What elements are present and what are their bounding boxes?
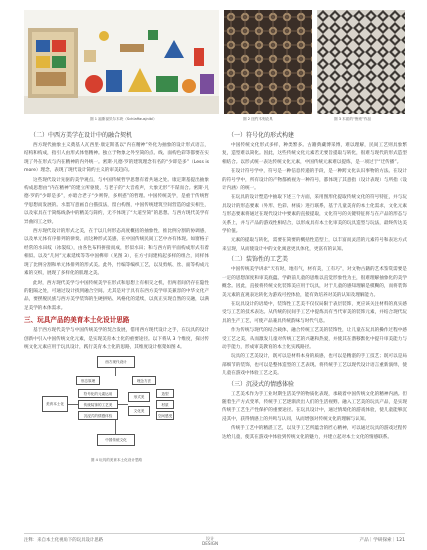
paragraph: 元素的提取与转化，需要在简要的概括性造型上，以丰富而灵活的元素符号和表达方式来呈现，从而使设计中的文化寓意更具体化，更富有的认知。 [222, 238, 407, 252]
paragraph: 基于西方现代美学与中国传统美学的契合发展，借用西方现代设计之手，在玩具的设计创新中引入中国传统文化元素，是实现美育本土化的重要途径。以下将从 3 个维度，探讨传统文化元素应用于玩具设计，践行美育本土化的思路，其维度设计框架如图 4。 [24, 328, 210, 350]
paragraph: 传统手工艺中的精湛工艺，以及手工艺所蕴含的匠心精神，可以通过玩具的游戏过程传达给儿童，使其在游戏中体验到传统文化的魅力，并建立起对本土文化的情感联系。 [222, 426, 407, 440]
paragraph: 工艺美术作为手工业时期生活美学的物质化表现，承载着中国传统文化的精神内涵。但随着生产方式变革，传统手工艺逐渐淡出人们的生活视野。融入工艺美的玩具产品，是实现传统手工艺生产性保护的重要途径。在玩具设计中，通过情境化的游戏体验，使儿童能够沉浸其中，获得情感上的共鸣与认同，从而增强对传统文化的理解与认知。 [222, 391, 407, 422]
journal-mark [202, 536, 218, 546]
diagram-craft-beauty: 传统装饰的工艺美 [78, 400, 118, 409]
figure-wood-carving [224, 10, 312, 114]
paragraph: 中国传统文化形式多样，种类繁多。古籍典藏博采博，难以理解，民间工艺则具象繁复，造型难以简化。因此，这些传统文化元素若无要旨提取与转化，很难与现代的形式造型相结合。以形式统一表达传统文化元素，中国传统元素难以提炼，是一项过于“迁传播”。 [222, 143, 407, 165]
page-footer [24, 533, 405, 545]
diagram-western-design: 西方现代设计 [97, 356, 135, 368]
paragraph: 西方现代抽象主义奠基人瓦西里·康定斯基以“内在精神”外化为抽象的设计形式语言，结构和构成，指引人由形式体悟精神。独立于物象之外至简的点、线、面构色彩等都要在实现了外在形式与内在精神的内外统一。密斯·凡德·罗的建筑理念有名的“少即是多”（Less is more）理念，表现了现代设计简约主义的审美趋向。 [24, 143, 209, 174]
diagram-shape: 造型 [156, 389, 174, 398]
section-heading: （二）中西方美学在设计中的融合契机 [30, 132, 133, 139]
section-heading: （一）符号化的形式构建 [228, 132, 295, 139]
diagram-form-beauty: 形式美 [128, 392, 150, 402]
section-heading: （二）装饰性的工艺美 [228, 256, 289, 264]
diagram-culture-beauty: 文化美 [128, 406, 150, 416]
left-column [24, 130, 209, 467]
figure-1-caption: 图 1 福斯禄贝尔木块（Schlaffausjnibl） [90, 117, 157, 121]
wood-lattice-illustration [224, 10, 312, 114]
paragraph: 在玩具的设计塑造中抽取下述三个方面，采用图形化提取传统文化的符号特征，并与玩具设计的形态要素（外形、色彩、材质）进行联系，基于儿童美育的本土化需求，文化元素与形态要素将通过在现代设计中要素的直接提取，文化符号的关键特征将与在产品的形态与关系上，并与产品的游戏性相结合，以形成具有本土化审美的玩具造型与玩法，最终传达美学价值。 [222, 195, 407, 235]
paragraph: 西方现代设计的形式之美，在于以几何形态高度概括的抽象性，推比例分割的协调感，以及单元体有序排列的律奏。而这种形式美感，在中国传统民间工艺中亦有体现。如窗格子经常的水田纹（冰裂纹），由各色布料拼接而成，形似水田；和与西方的平面构成形式有着相似。以及“几何”元素延续等等中国榫卯（见图 3），在方寸间建构起多样的组合，同样体现了比例分割和单元体排列的形式美。此外，竹编等编织工艺，以及剪纸、丝、面等构成元素的交织，展现了多样化的肌理之美。 [24, 229, 209, 277]
diagram-local-aesthetic: 美育本土化 [42, 396, 68, 412]
figure-luban-work [317, 10, 405, 114]
diagram-chinese-culture: 中国传统文化 [97, 434, 135, 446]
figure-4-caption: 图 4 玩具的美育本土化设计思路 [90, 458, 143, 463]
footnote: 注释：来自本土化视角下的玩具设计思路 [24, 538, 104, 543]
wooden-blocks-illustration [24, 10, 219, 114]
paragraph: 在玩具设计的语境中，装饰性工艺美不仅仅局限于表层装饰，更应该关注材料的真实感受与工艺的技术表达。从传统的民间手工艺中提炼具有当代审美的装饰元素，并结合现代玩具的生产工艺，可使产品兼具传统韵味与时代气息。 [222, 301, 407, 324]
paragraph: 这些现代设计先驱的美学观点，与中国传统哲学思想有着共通之处。康定斯基提出抽象构成思想由“内在精神”的建立所驱使，与老子的“大音希声，大象无形”不谋而合。密斯·凡德·罗的“少即是多”，亦暗合老子“少则得，多则惑”的哲理。中国传统美学，是重于传统哲学思想而发展的。水墨写意画自白描技法，留白构图，中国传统建筑空间营造的虚实相生，以及家具在于简练线条中的精美与简约，无不体现了“大道至简”的思想。与西方现代美学有异曲同工之妙。 [24, 177, 209, 225]
right-column [222, 130, 407, 443]
page-number: 产品｜学研探索｜121 [359, 538, 405, 543]
diagram-material: 材质 [156, 400, 174, 409]
diagram-concept-method: 理念方法 [132, 376, 156, 385]
figure-3-caption: 图 3 木质的“鲁班”作品 [334, 117, 372, 121]
design-framework-diagram [42, 356, 192, 456]
diagram-form-principle: 形态原理 [76, 376, 100, 385]
diagram-symbol-element: 符号化的元素运用 [78, 389, 118, 398]
paragraph: 玩具的工艺美设计，既可以是材料本身的质感，也可以是精湛的手工技艺；既可以是局部细节的装饰，也可以是整体造型的工艺表现。将传统手工艺以现代设计语言重新演绎，使儿童在游戏中体验工艺之美。 [222, 354, 407, 377]
figure-wooden-blocks [24, 10, 219, 114]
luban-lattice-illustration [317, 10, 405, 114]
journal-mark-en: DESIGN [202, 541, 219, 546]
figure-2-caption: 图 2 纽约木刻农具 [243, 117, 273, 121]
paragraph: 作为传统与现代的结合载体，融合传统工艺美的装饰性，让儿童在玩具的操作过程中感受工艺之美，从而激发儿童对传统工艺的兴趣和热爱，并使其在潜移默化中提升审美能力与动手能力，形成审美教育的本土化实践路径。 [222, 328, 407, 350]
journal-mark-cn: 设计 [205, 536, 215, 541]
paragraph: 在设计符号学中，符号是一种信息传递的手段，是一种跨文化认识事物的方法。在设计的符号学中，所有设计的产物都被视为一种符号，都体现了其意指（设计表现）与所指（设计内涵）的统一。 [222, 169, 407, 192]
chapter-heading: 三、玩具产品的美育本土化设计思路 [24, 316, 130, 325]
paragraph: 中国传统美学讲求“天有时，地有气，材有美，工有巧”，对文物古籍的艺术鉴赏需要是一定的思想深度和审美底蕴。学龄前儿童的思维以直觉形象性为主，很难理解抽象化的美学概念。因此，直接将传统文化装饰美应用于玩具，对于儿童的感知理解是模糊的，而将装饰美元素的直观表达转化为游戏可控体验，能有效培养对美的认知及理解能力。 [222, 267, 407, 298]
diagram-space: 空间感受 [156, 411, 174, 420]
paragraph: 此时，西方现代美学与中国传统美学在形式和思想上有相交之机，但两者间仍存在隐性的阻隔之处，可通过设计找到融合空间。尤其是对于具有东西方美学审美兼容的中华文化产品，要摆脱民族与西方美学装饰的生硬拼贴、风格化的延续，以真正实现自然的交融，以满足美学的本体需求。 [24, 280, 209, 311]
diagram-immersive-experience: 沉浸式的情感体验 [78, 411, 118, 420]
section-heading: （三）沉浸式的情感体验 [228, 380, 295, 388]
